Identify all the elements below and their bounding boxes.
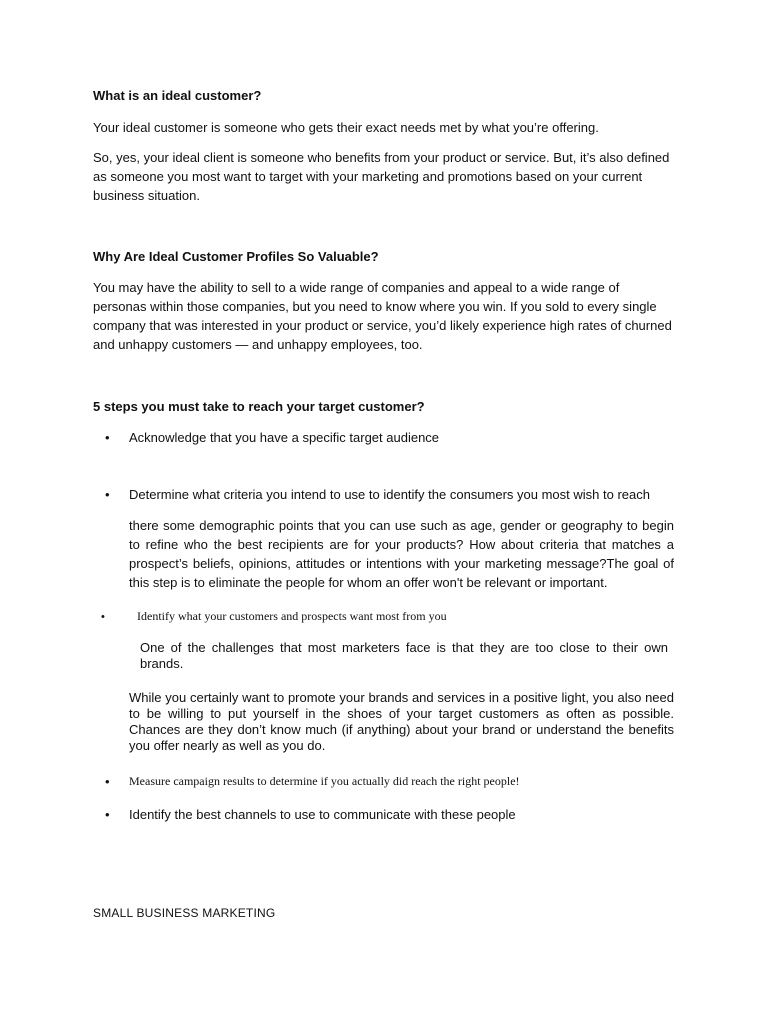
bullet-marker: • (105, 774, 110, 789)
step-wants-detail-shoes: While you certainly want to promote your brands and services in a positive light, you also need to be willing to put yourself in the shoes of your target customers as often as possible. Chances are they don’t know much (if anything) about your brand or understand the benefits you offer nearly as well as you do. (129, 690, 674, 753)
step-wants-detail-challenge: One of the challenges that most marketers face is that they are too close to their own brands. (140, 640, 668, 671)
heading-valuable-profiles: Why Are Ideal Customer Profiles So Valuable? (93, 249, 379, 264)
step-identify-channels: Identify the best channels to use to communicate with these people (129, 807, 516, 822)
document-footer: SMALL BUSINESS MARKETING (93, 906, 276, 920)
paragraph-ideal-definition: Your ideal customer is someone who gets their exact needs met by what you’re offering. (93, 120, 599, 135)
step-acknowledge-audience: Acknowledge that you have a specific target audience (129, 430, 440, 445)
paragraph-valuable-profiles: You may have the ability to sell to a wide range of companies and appeal to a wide range of personas within those companies, but you need to know where you win. If you sold to every single company that was interested in your product or service, you’d likely experience high rates of churned and unhappy customers — and unhappy employees, too. (93, 280, 672, 352)
heading-ideal-customer: What is an ideal customer? (93, 88, 262, 103)
paragraph-ideal-client: So, yes, your ideal client is someone who benefits from your product or service. But, it’s also defined as someone you most want to target with your marketing and promotions based on your current business situation. (93, 150, 670, 203)
heading-five-steps: 5 steps you must take to reach your target customer? (93, 399, 425, 414)
bullet-marker: • (105, 807, 110, 822)
bullet-marker: • (101, 611, 105, 623)
step-criteria-detail: there some demographic points that you can use such as age, gender or geography to begin to refine who the best recipients are for your products? How about criteria that matches a prospect’s beliefs, opinions, attitudes or intentions with your marketing message?The goal of this step is to eliminate the people for whom an offer won't be relevant or important. (129, 518, 674, 590)
bullet-marker: • (105, 487, 110, 502)
step-determine-criteria: Determine what criteria you intend to use to identify the consumers you most wish to reach (129, 487, 650, 502)
step-measure-results: Measure campaign results to determine if you actually did reach the right people! (129, 774, 520, 788)
bullet-marker: • (105, 430, 110, 445)
step-identify-wants: Identify what your customers and prospects want most from you (137, 609, 447, 623)
